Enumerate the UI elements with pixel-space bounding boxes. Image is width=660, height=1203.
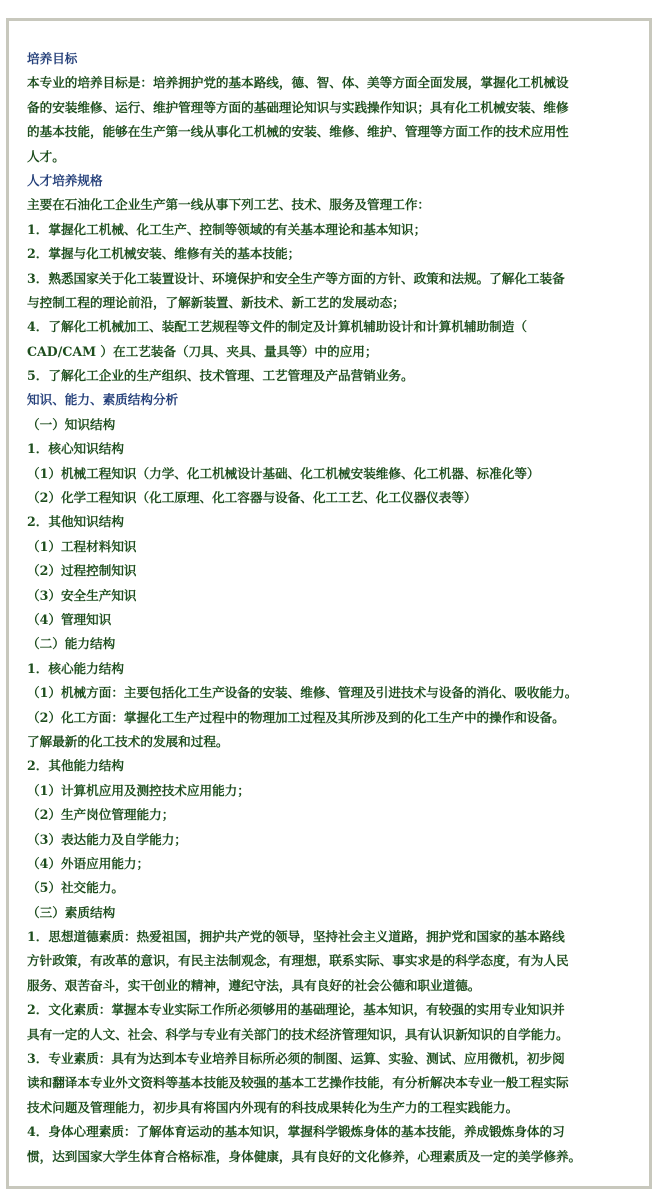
text-line: 的基本技能，能够在生产第一线从事化工机械的安装、维修、维护、管理等方面工作的技术应用性 <box>27 124 569 140</box>
text-line: （4）外语应用能力； <box>27 855 150 871</box>
text-line: 了解最新的化工技术的发展和过程。 <box>27 733 229 749</box>
text-line: （1）工程材料知识 <box>27 538 137 554</box>
text-line: （1）计算机应用及测控技术应用能力； <box>27 782 250 798</box>
text-line: 与控制工程的理论前沿，了解新装置、新技术、新工艺的发展动态； <box>27 294 405 310</box>
document-body <box>27 47 641 1169</box>
text-line: 2．其他能力结构 <box>27 758 124 774</box>
text-line: 3．熟悉国家关于化工装置设计、环境保护和安全生产等方面的方针、政策和法规。了解化工装备 <box>27 270 565 286</box>
section-heading: 培养目标 <box>27 51 78 66</box>
text-line: 备的安装维修、运行、维护管理等方面的基础理论知识与实践操作知识；具有化工机械安装、维修 <box>27 99 569 115</box>
text-line: 1．掌握化工机械、化工生产、控制等领域的有关基本理论和基本知识； <box>27 221 427 237</box>
text-line: （2）生产岗位管理能力； <box>27 807 175 823</box>
text-line: CAD/CAM ）在工艺装备（刀具、夹具、量具等）中的应用； <box>27 343 378 359</box>
text-line: 3．专业素质：具有为达到本专业培养目标所必须的制图、运算、实验、测试、应用微机，初步阅 <box>27 1051 565 1067</box>
text-line: （一）知识结构 <box>27 416 116 432</box>
text-line: 2．掌握与化工机械安装、维修有关的基本技能； <box>27 246 301 262</box>
document-frame <box>6 18 652 1189</box>
text-line: （2）化工方面：掌握化工生产过程中的物理加工过程及其所涉及到的化工生产中的操作和设备。 <box>27 709 565 725</box>
text-line: 4．了解化工机械加工、装配工艺规程等文件的制定及计算机辅助设计和计算机辅助制造（ <box>27 319 527 335</box>
text-line: （二）能力结构 <box>27 636 116 652</box>
text-line: 2．其他知识结构 <box>27 514 124 530</box>
text-line: （5）社交能力。 <box>27 880 124 896</box>
text-line: 方针政策，有改革的意识，有民主法制观念，有理想，联系实际、事实求是的科学态度，有为人民 <box>27 953 569 969</box>
text-line: 1．思想道德素质：热爱祖国，拥护共产党的领导，坚持社会主义道路，拥护党和国家的基本路线 <box>27 929 565 945</box>
text-line: （1）机械工程知识（力学、化工机械设计基础、化工机械安装维修、化工机器、标准化等） <box>27 465 540 481</box>
text-line: （4）管理知识 <box>27 611 112 627</box>
section-heading: 人才培养规格 <box>27 172 103 188</box>
text-line: （2）化学工程知识（化工原理、化工容器与设备、化工工艺、化工仪器仪表等） <box>27 490 477 506</box>
text-line: 服务、艰苦奋斗，实干创业的精神，遵纪守法，具有良好的社会公德和职业道德。 <box>27 977 481 993</box>
text-line: 4．身体心理素质：了解体育运动的基本知识，掌握科学锻炼身体的基本技能，养成锻炼身体的习 <box>27 1124 565 1140</box>
text-line: 2．文化素质：掌握本专业实际工作所必须够用的基础理论，基本知识，有较强的实用专业知识并 <box>27 1002 565 1018</box>
text-line: 惯，达到国家大学生体育合格标准，身体健康，具有良好的文化修养，心理素质及一定的美学修养。 <box>27 1148 582 1164</box>
section-heading: 知识、能力、素质结构分析 <box>27 392 179 408</box>
text-line: 技术问题及管理能力，初步具有将国内外现有的科技成果转化为生产力的工程实践能力。 <box>27 1099 519 1115</box>
text-line: 人才。 <box>27 148 65 164</box>
text-line: （2）过程控制知识 <box>27 563 137 579</box>
text-line: （三）素质结构 <box>27 904 116 920</box>
text-line: 具有一定的人文、社会、科学与专业有关部门的技术经济管理知识，具有认识新知识的自学能力。 <box>27 1026 569 1042</box>
text-line: 1．核心知识结构 <box>27 441 124 457</box>
text-line: 5．了解化工企业的生产组织、技术管理、工艺管理及产品营销业务。 <box>27 368 414 384</box>
text-line: 本专业的培养目标是：培养拥护党的基本路线，德、智、体、美等方面全面发展，掌握化工机械设 <box>27 75 569 91</box>
text-line: 读和翻译本专业外文资料等基本技能及较强的基本工艺操作技能，有分析解决本专业一般工程实际 <box>27 1075 569 1091</box>
text-line: （3）安全生产知识 <box>27 587 137 603</box>
text-line: （1）机械方面：主要包括化工生产设备的安装、维修、管理及引进技术与设备的消化、吸收能力。 <box>27 685 578 701</box>
text-line: 主要在石油化工企业生产第一线从事下列工艺、技术、服务及管理工作： <box>27 197 430 213</box>
text-line: 1．核心能力结构 <box>27 660 124 676</box>
text-line: （3）表达能力及自学能力； <box>27 831 187 847</box>
